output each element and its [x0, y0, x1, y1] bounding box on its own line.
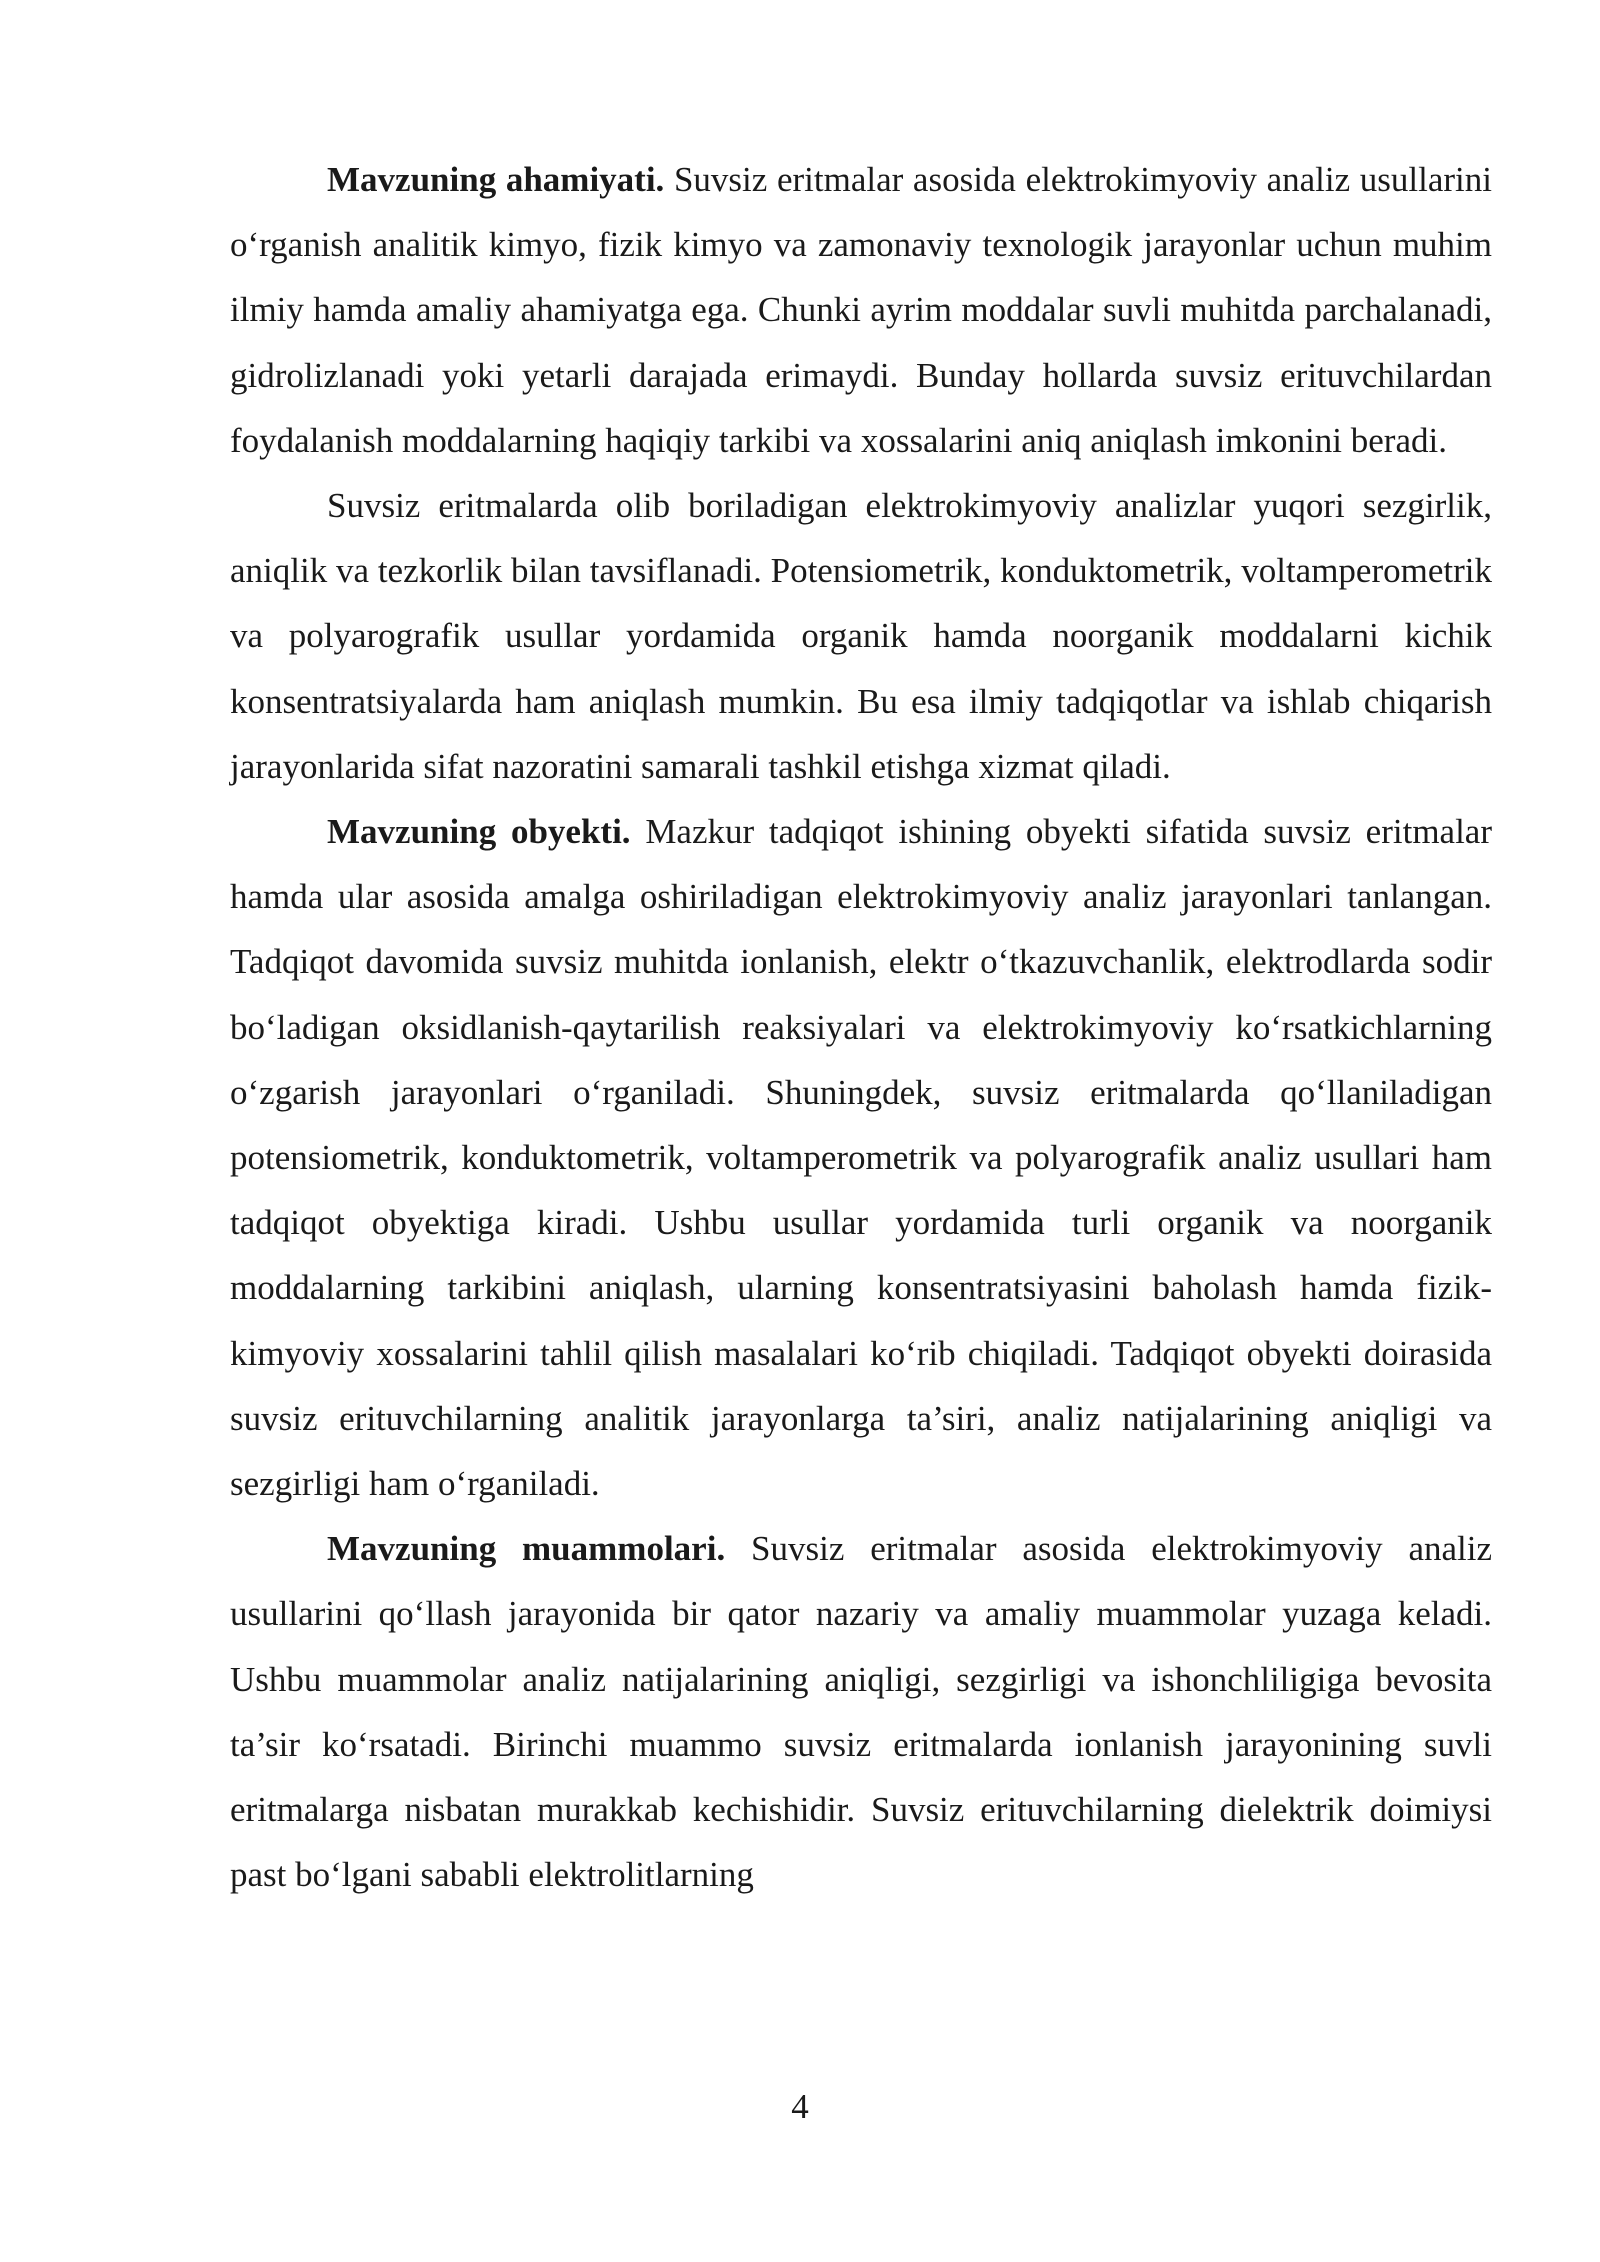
paragraph-text: Mazkur tadqiqot ishining obyekti sifatida suvsiz eritmalar hamda ular asosida amalga oshiriladigan elektrokimyoviy analiz jarayonlari tanlangan. Tadqiqot davomida suvsiz muhitda ionlanish, elektr o‘tkazuvchanlik, elektrodlarda sodir bo‘ladigan oksidlanish-qaytarilish reaksiyalari va elektrokimyoviy ko‘rsatkichlarning o‘zgarish jarayonlari o‘rganiladi. Shuningdek, suvsiz eritmalarda qo‘llaniladigan potensiometrik, konduktometrik, voltamperometrik va polyarografik analiz usullari ham tadqiqot obyektiga kiradi. Ushbu usullar yordamida turli organik va noorganik moddalarning tarkibini aniqlash, ularning konsentratsiyasini baholash hamda fizik-kimyoviy xossalarini tahlil qilish masalalari ko‘rib chiqiladi. Tadqiqot obyekti doirasida suvsiz erituvchilarning analitik jarayonlarga ta’siri, analiz natijalarining aniqligi va sezgirligi ham o‘rganiladi.: [230, 812, 1492, 1504]
paragraph-text: Suvsiz eritmalarda olib boriladigan elektrokimyoviy analizlar yuqori sezgirlik, aniqlik va tezkorlik bilan tavsiflanadi. Potensiometrik, konduktometrik, voltamperometrik va polyarografik usullar yordamida organik hamda noorganik moddalarni kichik konsentratsiyalarda ham aniqlash mumkin. Bu esa ilmiy tadqiqotlar va ishlab chiqarish jarayonlarida sifat nazoratini samarali tashkil etishga xizmat qiladi.: [230, 486, 1492, 786]
paragraph-significance: [230, 147, 1492, 473]
paragraph-text: Suvsiz eritmalar asosida elektrokimyoviy analiz usullarini qo‘llash jarayonida bir qator nazariy va amaliy muammolar yuzaga keladi. Ushbu muammolar analiz natijalarining aniqligi, sezgirligi va ishonchliligiga bevosita ta’sir ko‘rsatadi. Birinchi muammo suvsiz eritmalarda ionlanish jarayonining suvli eritmalarga nisbatan murakkab kechishidir. Suvsiz erituvchilarning dielektrik doimiysi past bo‘lgani sababli elektrolitlarning: [230, 1529, 1492, 1895]
paragraph-object: [230, 799, 1492, 1516]
page-number: 4: [791, 2087, 809, 2126]
paragraph-analysis: [230, 473, 1492, 799]
paragraph-text: Suvsiz eritmalar asosida elektrokimyoviy analiz usullarini o‘rganish analitik kimyo, fizik kimyo va zamonaviy texnologik jarayonlar uchun muhim ilmiy hamda amaliy ahamiyatga ega. Chunki ayrim moddalar suvli muhitda parchalanadi, gidrolizlanadi yoki yetarli darajada erimaydi. Bunday hollarda suvsiz erituvchilardan foydalanish moddalarning haqiqiy tarkibi va xossalarini aniq aniqlash imkonini beradi.: [230, 160, 1493, 460]
heading-significance: Mavzuning ahamiyati.: [327, 160, 665, 199]
heading-problems: Mavzuning muammolari.: [327, 1529, 726, 1569]
heading-object: Mavzuning obyekti.: [327, 812, 631, 852]
paragraph-problems: [230, 1516, 1492, 1907]
body-text: [230, 147, 1492, 1907]
